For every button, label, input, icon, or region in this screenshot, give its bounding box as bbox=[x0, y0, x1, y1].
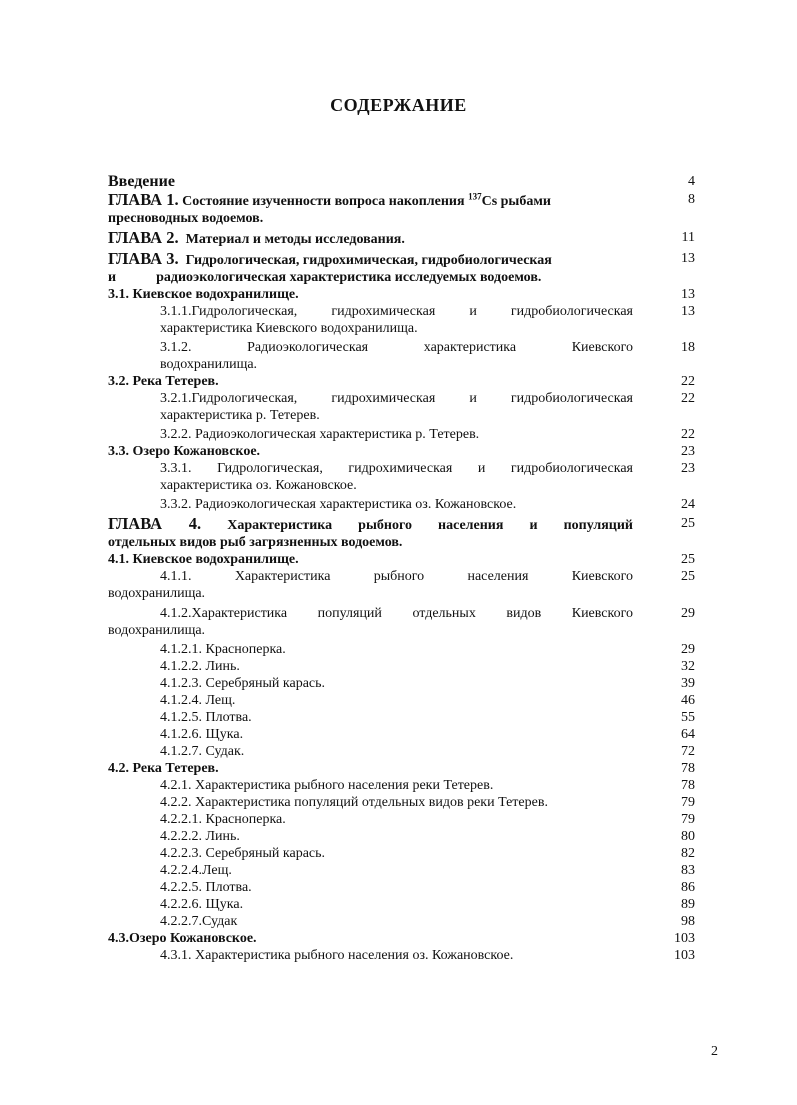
toc-entry-section-3-3[interactable] bbox=[108, 443, 695, 460]
toc-page-number: 82 bbox=[681, 846, 695, 861]
toc-page-number: 72 bbox=[681, 744, 695, 759]
chapter-title: Материал и методы исследования. bbox=[185, 232, 405, 247]
toc-entry-label: 4.1.2.7. Судак. bbox=[160, 744, 245, 759]
toc-page-number: 79 bbox=[681, 812, 695, 827]
toc-entry-label: 4.1.2.1. Красноперка. bbox=[160, 642, 286, 657]
toc-entry-label: 3.3.1. Гидрологическая, гидрохимическая и гидробиологическая bbox=[160, 461, 633, 476]
toc-entry-4-2-2-5[interactable] bbox=[108, 879, 695, 896]
toc-page-number: 25 bbox=[681, 516, 695, 531]
toc-page-number: 22 bbox=[681, 374, 695, 389]
toc-entry-label-line2: характеристика оз. Кожановское. bbox=[160, 478, 357, 493]
toc-page-number: 11 bbox=[681, 230, 695, 245]
toc-page-number: 79 bbox=[681, 795, 695, 810]
toc-entry-label: 3.1.2. Радиоэкологическая характеристика Киевского bbox=[160, 340, 633, 355]
toc-page-number: 32 bbox=[681, 659, 695, 674]
toc-page-number: 89 bbox=[681, 897, 695, 912]
toc-page-number: 98 bbox=[681, 914, 695, 929]
toc-entry-label: 3.1. Киевское водохранилище. bbox=[108, 287, 299, 302]
toc-entry-label: 3.2.2. Радиоэкологическая характеристика р. Тетерев. bbox=[160, 427, 480, 442]
chapter-title: Состояние изученности вопроса накопления bbox=[182, 194, 465, 209]
toc-entry-label: 3.3. Озеро Кожановское. bbox=[108, 444, 261, 459]
toc-entry-4-1-2[interactable] bbox=[108, 605, 695, 639]
toc-page-number: 29 bbox=[681, 606, 695, 621]
toc-page-number: 86 bbox=[681, 880, 695, 895]
toc-page-number: 29 bbox=[681, 642, 695, 657]
toc-entry-label: 4.1.1. Характеристика рыбного населения Киевского bbox=[160, 569, 633, 584]
toc-entry-4-1-2-5[interactable] bbox=[108, 709, 695, 726]
toc-entry-label: 4.2.2.2. Линь. bbox=[160, 829, 240, 844]
toc-entry-4-3-1[interactable] bbox=[108, 947, 695, 964]
toc-page-number: 46 bbox=[681, 693, 695, 708]
chapter-title-line2: радиоэкологическая характеристика исследуемых водоемов. bbox=[156, 270, 542, 285]
toc-entry-3-1-1[interactable] bbox=[108, 303, 695, 337]
toc-entry-4-1-2-1[interactable] bbox=[108, 641, 695, 658]
toc-entry-4-1-1[interactable] bbox=[108, 568, 695, 602]
toc-page-number: 103 bbox=[674, 948, 695, 963]
toc-entry-3-2-1[interactable] bbox=[108, 390, 695, 424]
chapter-lead: ГЛАВА 1. bbox=[108, 190, 179, 209]
toc-entry-label-line2: водохранилища. bbox=[108, 586, 206, 601]
toc-entry-4-1-2-3[interactable] bbox=[108, 675, 695, 692]
toc-page-number: 22 bbox=[681, 391, 695, 406]
toc-entry-4-2-2[interactable] bbox=[108, 794, 695, 811]
toc-page-number: 25 bbox=[681, 552, 695, 567]
toc-entry-section-3-2[interactable] bbox=[108, 373, 695, 390]
toc-page-number: 18 bbox=[681, 340, 695, 355]
toc-page-number: 23 bbox=[681, 461, 695, 476]
toc-entry-label: 4.1.2.5. Плотва. bbox=[160, 710, 252, 725]
toc-entry-chapter-1[interactable] bbox=[108, 191, 695, 227]
toc-entry-label: 4.1.2.Характеристика популяций отдельных видов Киевского bbox=[160, 606, 633, 621]
toc-entry-label-line2: водохранилища. bbox=[108, 623, 206, 638]
toc-page-number: 22 bbox=[681, 427, 695, 442]
toc-page-number: 78 bbox=[681, 778, 695, 793]
toc-entry-label: 3.2. Река Тетерев. bbox=[108, 374, 219, 389]
chapter-lead: ГЛАВА 3. bbox=[108, 249, 179, 268]
toc-entry-3-1-2[interactable] bbox=[108, 339, 695, 373]
toc-page-number: 78 bbox=[681, 761, 695, 776]
chapter-title: Характеристика рыбного населения и популяций bbox=[227, 518, 633, 533]
toc-entry-4-2-2-1[interactable] bbox=[108, 811, 695, 828]
toc-page-number: 83 bbox=[681, 863, 695, 878]
chapter-title: Гидрологическая, гидрохимическая, гидробиологическая bbox=[185, 253, 552, 268]
toc-entry-intro[interactable] bbox=[108, 172, 695, 191]
toc-entry-label: Введение bbox=[108, 173, 175, 190]
toc-entry-section-3-1[interactable] bbox=[108, 286, 695, 303]
toc-entry-label: 4.1.2.4. Лещ. bbox=[160, 693, 236, 708]
toc-entry-label: 4.2.2.4.Лещ. bbox=[160, 863, 232, 878]
toc-entry-label: 4.2.2. Характеристика популяций отдельных видов реки Тетерев. bbox=[160, 795, 548, 810]
chapter-title-cont: Cs рыбами bbox=[481, 194, 551, 209]
toc-page-number: 55 bbox=[681, 710, 695, 725]
toc-entry-label: 4.2.1. Характеристика рыбного населения реки Тетерев. bbox=[160, 778, 494, 793]
toc-entry-4-2-2-3[interactable] bbox=[108, 845, 695, 862]
chapter-title-line2-prefix: и bbox=[108, 270, 117, 285]
toc-entry-label: 4.3.1. Характеристика рыбного населения оз. Кожановское. bbox=[160, 948, 514, 963]
toc-entry-4-2-2-6[interactable] bbox=[108, 896, 695, 913]
toc-entry-4-1-2-2[interactable] bbox=[108, 658, 695, 675]
toc-page-number: 4 bbox=[688, 174, 695, 189]
toc-page-number: 24 bbox=[681, 497, 695, 512]
toc-page-number: 13 bbox=[681, 287, 695, 302]
toc-entry-label: 4.2.2.6. Щука. bbox=[160, 897, 244, 912]
toc-entry-section-4-2[interactable] bbox=[108, 760, 695, 777]
toc-entry-label: 4.1.2.2. Линь. bbox=[160, 659, 240, 674]
toc-page-number: 8 bbox=[688, 192, 695, 207]
toc-entry-label: 4.1. Киевское водохранилище. bbox=[108, 552, 299, 567]
toc-page-number: 64 bbox=[681, 727, 695, 742]
toc-entry-label: 4.3.Озеро Кожановское. bbox=[108, 931, 257, 946]
toc-entry-label: 4.2. Река Тетерев. bbox=[108, 761, 219, 776]
toc-entry-label-line2: характеристика Киевского водохранилища. bbox=[160, 321, 418, 336]
toc-page-number: 80 bbox=[681, 829, 695, 844]
toc-page-number: 103 bbox=[674, 931, 695, 946]
toc-page-number: 13 bbox=[681, 251, 695, 266]
toc-entry-4-2-2-2[interactable] bbox=[108, 828, 695, 845]
toc-entry-chapter-2[interactable] bbox=[108, 229, 695, 248]
toc-entry-4-1-2-6[interactable] bbox=[108, 726, 695, 743]
toc-entry-label: 3.2.1.Гидрологическая, гидрохимическая и гидробиологическая bbox=[160, 391, 633, 406]
toc-entry-label: 3.1.1.Гидрологическая, гидрохимическая и гидробиологическая bbox=[160, 304, 633, 319]
toc-entry-label: 4.2.2.5. Плотва. bbox=[160, 880, 252, 895]
toc-entry-3-3-1[interactable] bbox=[108, 460, 695, 494]
chapter-lead: ГЛАВА 4. bbox=[108, 514, 202, 533]
isotope-superscript: 137 bbox=[468, 191, 482, 202]
toc-page-number: 13 bbox=[681, 304, 695, 319]
toc-entry-4-2-1[interactable] bbox=[108, 777, 695, 794]
page-number: 2 bbox=[711, 1044, 718, 1059]
toc-entry-section-4-1[interactable] bbox=[108, 551, 695, 568]
toc-entry-label-line2: водохранилища. bbox=[160, 357, 258, 372]
toc-entry-label: 3.3.2. Радиоэкологическая характеристика оз. Кожановское. bbox=[160, 497, 517, 512]
toc-entry-label: 4.1.2.6. Щука. bbox=[160, 727, 244, 742]
toc-entry-section-4-3[interactable] bbox=[108, 930, 695, 947]
toc-entry-label: 4.2.2.7.Судак bbox=[160, 914, 238, 929]
toc-entry-label: 4.2.2.3. Серебряный карась. bbox=[160, 846, 326, 861]
toc-entry-4-1-2-4[interactable] bbox=[108, 692, 695, 709]
toc-entry-4-2-2-7[interactable] bbox=[108, 913, 695, 930]
toc-entry-chapter-4[interactable] bbox=[108, 515, 695, 551]
toc-entry-label: 4.2.2.1. Красноперка. bbox=[160, 812, 286, 827]
toc-entry-label: 4.1.2.3. Серебряный карась. bbox=[160, 676, 326, 691]
toc-page-number: 39 bbox=[681, 676, 695, 691]
toc-entry-3-2-2[interactable] bbox=[108, 426, 695, 443]
toc-entry-chapter-3[interactable] bbox=[108, 250, 695, 286]
toc-page-number: 23 bbox=[681, 444, 695, 459]
chapter-title-line2: пресноводных водоемов. bbox=[108, 211, 264, 226]
toc-entry-label-line2: характеристика р. Тетерев. bbox=[160, 408, 320, 423]
toc-page-number: 25 bbox=[681, 569, 695, 584]
chapter-title-line2: отдельных видов рыб загрязненных водоемов. bbox=[108, 535, 403, 550]
toc-entry-4-1-2-7[interactable] bbox=[108, 743, 695, 760]
table-of-contents bbox=[108, 172, 695, 964]
toc-entry-3-3-2[interactable] bbox=[108, 496, 695, 513]
toc-entry-4-2-2-4[interactable] bbox=[108, 862, 695, 879]
chapter-lead: ГЛАВА 2. bbox=[108, 228, 179, 247]
page-title: СОДЕРЖАНИЕ bbox=[330, 95, 467, 115]
